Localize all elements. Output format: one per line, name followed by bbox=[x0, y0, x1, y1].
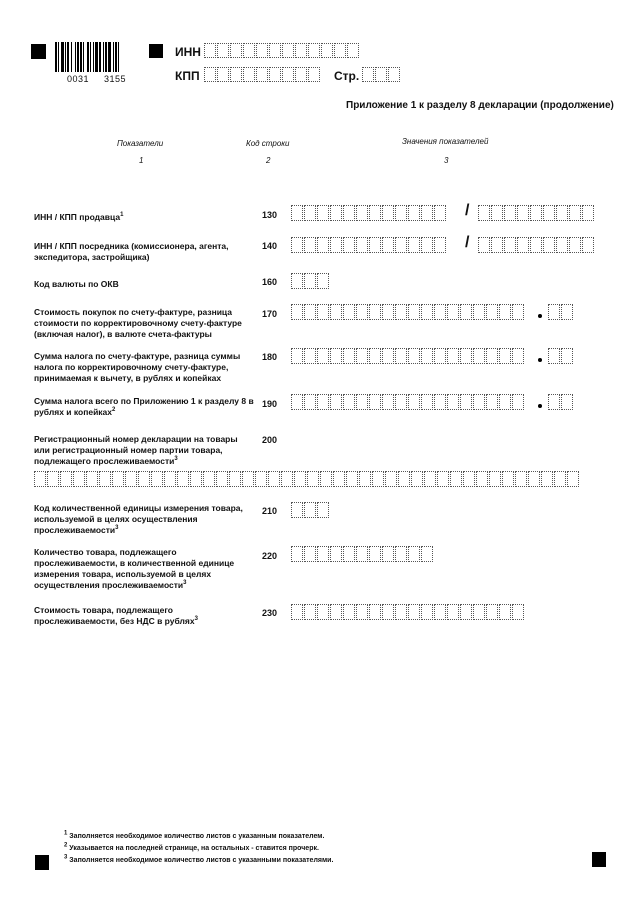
row-label-220: Количество товара, подлежащего прослеживаемости, в количественной единице измерения товара, используемой в целях осуществления прослеживаемости$^3$ bbox=[34, 547, 235, 590]
seller-inn-cells[interactable] bbox=[291, 205, 447, 221]
page-title: Приложение 1 к разделу 8 декларации (продолжение) bbox=[346, 100, 614, 111]
decimal-point bbox=[538, 404, 542, 408]
total-tax-fraction-cells[interactable] bbox=[548, 394, 574, 410]
row-label-180: Сумма налога по счету-фактуре, разница суммы налога по корректировочному счету-фактуре, принимаемая к вычету, в рублях и копейках bbox=[34, 351, 241, 383]
barcode-bar bbox=[65, 42, 66, 72]
barcode-bar bbox=[93, 42, 94, 72]
separator-slash: / bbox=[465, 202, 470, 219]
row-label-160: Код валюты по ОКВ bbox=[34, 279, 119, 289]
barcode-bar bbox=[75, 42, 76, 72]
purchase-cost-cells[interactable] bbox=[291, 304, 525, 320]
purchase-cost-fraction-cells[interactable] bbox=[548, 304, 574, 320]
kpp-cells[interactable] bbox=[204, 67, 321, 82]
goods-cost-cells[interactable] bbox=[291, 604, 525, 620]
intermediary-kpp-cells[interactable] bbox=[478, 237, 595, 253]
row-code-190: 190 bbox=[262, 399, 278, 409]
footnote-1: $^1$ Заполняется необходимое количество листов с указанным показателем. bbox=[64, 830, 325, 840]
barcode-bar bbox=[108, 42, 111, 72]
page-label: Стр. bbox=[334, 69, 360, 83]
registration-marker-top-mid bbox=[149, 44, 163, 58]
column-number-2: 2 bbox=[266, 156, 271, 165]
row-label-200: Регистрационный номер декларации на товары или регистрационный номер партии товара, подлежащего прослеживаемости$^3$ bbox=[34, 434, 238, 466]
row-label-130: ИНН / КПП продавца$^1$ bbox=[34, 212, 124, 222]
registration-marker-bottom-right bbox=[592, 852, 606, 867]
barcode-bar bbox=[83, 42, 84, 72]
barcode-bar bbox=[103, 42, 104, 72]
separator-slash: / bbox=[465, 234, 470, 251]
barcode-bar bbox=[90, 42, 91, 72]
seller-kpp-cells[interactable] bbox=[478, 205, 595, 221]
decimal-point bbox=[538, 314, 542, 318]
unit-code-cells[interactable] bbox=[291, 502, 330, 518]
barcode-bar bbox=[58, 42, 59, 72]
column-header-indicators: Показатели bbox=[117, 139, 164, 148]
barcode-bar bbox=[95, 42, 98, 72]
row-label-210: Код количественной единицы измерения товара, используемой в целях осуществления прослеживаемости$^3$ bbox=[34, 503, 243, 535]
row-label-170: Стоимость покупок по счету-фактуре, разница стоимости по корректировочному счету-фактуре (включая налог), в валюте счета-фактуры bbox=[34, 307, 242, 339]
barcode-bar bbox=[105, 42, 107, 72]
page-number-cells[interactable] bbox=[362, 67, 401, 82]
barcode bbox=[55, 42, 149, 72]
currency-code-cells[interactable] bbox=[291, 273, 330, 289]
kpp-label: КПП bbox=[175, 69, 200, 83]
barcode-bar bbox=[87, 42, 89, 72]
column-header-line-code: Код строки bbox=[246, 139, 290, 148]
row-code-160: 160 bbox=[262, 277, 278, 287]
registration-number-cells[interactable] bbox=[34, 471, 580, 487]
barcode-number-left: 0031 bbox=[67, 74, 90, 84]
barcode-bar bbox=[99, 42, 101, 72]
barcode-bar bbox=[55, 42, 57, 72]
decimal-point bbox=[538, 358, 542, 362]
barcode-bar bbox=[118, 42, 119, 72]
column-header-values: Значения показателей bbox=[402, 137, 489, 146]
registration-marker-top-left bbox=[31, 44, 46, 59]
quantity-cells[interactable] bbox=[291, 546, 434, 562]
barcode-bar bbox=[113, 42, 114, 72]
row-code-220: 220 bbox=[262, 551, 278, 561]
row-code-130: 130 bbox=[262, 210, 278, 220]
tax-amount-fraction-cells[interactable] bbox=[548, 348, 574, 364]
row-code-170: 170 bbox=[262, 309, 278, 319]
barcode-bar bbox=[67, 42, 69, 72]
row-code-180: 180 bbox=[262, 352, 278, 362]
inn-label: ИНН bbox=[175, 45, 201, 59]
row-label-190: Сумма налога всего по Приложению 1 к разделу 8 в рублях и копейках$^2$ bbox=[34, 396, 254, 417]
row-label-230: Стоимость товара, подлежащего прослеживаемости, без НДС в рублях$^3$ bbox=[34, 605, 198, 626]
column-number-1: 1 bbox=[139, 156, 144, 165]
inn-cells[interactable] bbox=[204, 43, 360, 58]
intermediary-inn-cells[interactable] bbox=[291, 237, 447, 253]
row-code-200: 200 bbox=[262, 435, 278, 445]
registration-marker-bottom-left bbox=[35, 855, 49, 870]
row-code-230: 230 bbox=[262, 608, 278, 618]
barcode-bar bbox=[61, 42, 64, 72]
tax-amount-cells[interactable] bbox=[291, 348, 525, 364]
barcode-bar bbox=[71, 42, 72, 72]
column-number-3: 3 bbox=[444, 156, 449, 165]
total-tax-cells[interactable] bbox=[291, 394, 525, 410]
row-code-140: 140 bbox=[262, 241, 278, 251]
barcode-bar bbox=[77, 42, 79, 72]
footnote-2: $^2$ Указывается на последней странице, на остальных - ставится прочерк. bbox=[64, 842, 319, 852]
row-label-140: ИНН / КПП посредника (комиссионера, агента, экспедитора, застройщика) bbox=[34, 241, 229, 262]
barcode-bar bbox=[80, 42, 82, 72]
footnote-3: $^3$ Заполняется необходимое количество листов с указанными показателями. bbox=[64, 854, 334, 864]
row-code-210: 210 bbox=[262, 506, 278, 516]
barcode-number-right: 3155 bbox=[104, 74, 127, 84]
barcode-bar bbox=[115, 42, 117, 72]
